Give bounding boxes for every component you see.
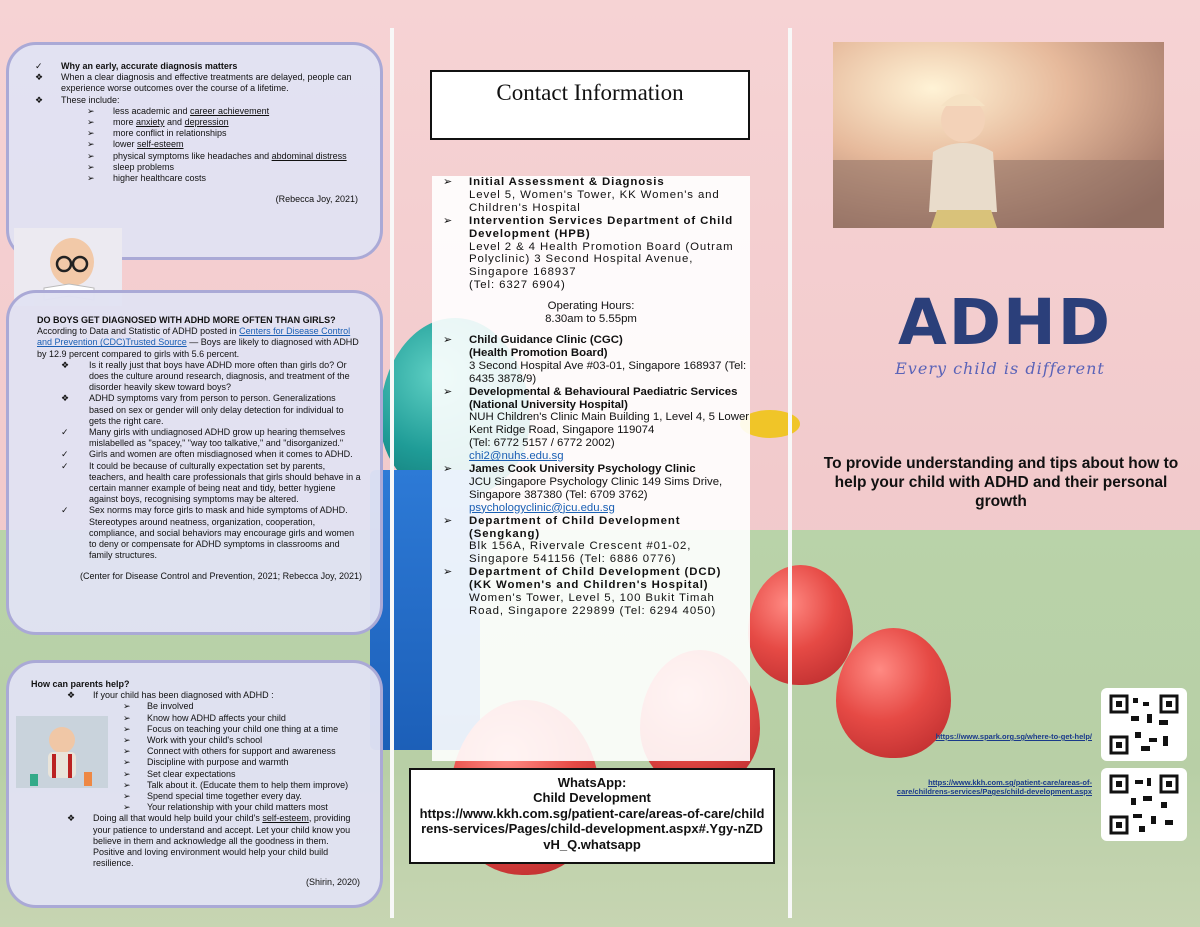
operating-hours: Operating Hours: 8.30am to 5.55pm (545, 300, 637, 326)
contact-entry: ➢ Intervention Services Department of Child Development (HPB) Level 2 & 4 Health Promotion Board (Outram Polyclinic) 3 Second Hospital Avenue, Singapore 168937 (Tel: 6327 6904) (443, 214, 734, 292)
arrow-bullet-icon: ➢ (123, 791, 131, 802)
arrow-bullet-icon: ➢ (443, 176, 453, 188)
check-icon: ✓ (61, 427, 69, 438)
panel3-citation: (Shirin, 2020) (305, 877, 360, 888)
cdc-trusted-source-link[interactable]: Centers for Disease Control and Prevention (CDC)Trusted Source (37, 326, 351, 348)
panel3-lead: ❖ If your child has been diagnosed with ADHD : (67, 690, 274, 701)
whatsapp-url[interactable]: https://www.kkh.com.sg/patient-care/areas-of-care/childrens-services/Pages/child-development.aspx#.Ygy-nZDvH_Q.whatsapp (419, 805, 765, 852)
list-item: ➢ Spend special time together every day. (123, 791, 302, 802)
arrow-bullet-icon: ➢ (443, 214, 453, 227)
panel3-closing: ❖ Doing all that would help build your child's self-esteem, providing your patience to understand and accept. Let your child know you believe in them and acknowledge all the goodness in them. Positive and loving environment would help your child build resilience. (67, 813, 351, 869)
list-item: ➢ Work with your child's school (123, 735, 263, 746)
list-item: ➢ more conflict in relationships (87, 128, 227, 139)
qr-code-icon (1101, 688, 1187, 761)
list-item: ➢ sleep problems (87, 161, 175, 172)
list-item: ➢ Talk about it. (Educate them to help them improve) (123, 779, 349, 790)
contact-entry: ➢ Developmental & Behavioural Paediatric Services (National University Hospital) NUH Children's Clinic Main Building 1, Level 4, 5 Lower Kent Ridge Road, Singapore 119074 (Tel: 6772 5157 / 6772 2002) chi2@nuhs.edu.sg (443, 385, 750, 463)
contact-entry: ➢ James Cook University Psychology Clinic JCU Singapore Psychology Clinic 149 Sims Drive, Singapore 387380 (Tel: 6709 3762) psychologyclinic@jcu.edu.sg (432, 463, 750, 515)
list-item: ❖ ADHD symptoms vary from person to person. Generalizations based on sex or gender will only delay detection for individual to gets the right care. (61, 393, 344, 426)
arrow-bullet-icon: ➢ (87, 173, 95, 184)
toddler-photo (833, 42, 1164, 228)
cover-subtitle: Every child is different (895, 359, 1105, 378)
anxiety-link[interactable]: anxiety (136, 117, 165, 128)
qr-code[interactable] (1101, 768, 1187, 841)
whatsapp-subtitle: Child Development (533, 790, 651, 806)
jcu-email-link[interactable]: psychologyclinic@jcu.edu.sg (469, 501, 615, 514)
list-item: ➢ Connect with others for support and awareness (123, 746, 336, 757)
arrow-bullet-icon: ➢ (87, 128, 95, 139)
list-item: ➢ Know how ADHD affects your child (123, 712, 286, 723)
arrow-bullet-icon: ➢ (123, 768, 131, 779)
abdominal-distress-link[interactable]: abdominal distress (271, 150, 347, 161)
arrow-bullet-icon: ➢ (87, 117, 95, 128)
child-playing-photo (16, 716, 108, 788)
diamond-bullet-icon: ❖ (35, 72, 44, 83)
list-item: ➢ less academic and career achievement (87, 105, 270, 116)
arrow-bullet-icon: ➢ (123, 735, 131, 746)
contact-entry: ➢ Department of Child Development (DCD) (KK Women's and Children's Hospital) Women's Tower, Level 5, 100 Bukit Timah Road, Singapore 229899 (Tel: 6294 4050) (443, 566, 722, 617)
arrow-bullet-icon: ➢ (123, 757, 131, 768)
list-item: ❖ Is it really just that boys have ADHD more often than girls do? Or does the culture around research, diagnosis, and treatment of the disorder heavily skew toward boys? (61, 359, 350, 393)
list-item: ➢ Discipline with purpose and warmth (123, 757, 289, 768)
self-esteem-link[interactable]: self-esteem (262, 813, 309, 824)
whatsapp-box (409, 768, 775, 864)
list-item: ✓ Girls and women are often misdiagnosed when it comes to ADHD. (61, 449, 353, 460)
contact-list (432, 176, 750, 761)
arrow-bullet-icon: ➢ (443, 566, 453, 579)
diamond-bullet-icon: ❖ (61, 359, 70, 370)
contact-title: Contact Information (496, 80, 684, 105)
panel1-citation: (Rebecca Joy, 2021) (275, 194, 358, 205)
check-icon: ✓ (61, 505, 69, 516)
arrow-bullet-icon: ➢ (443, 463, 453, 476)
panel1-heading: ✓ Why an early, accurate diagnosis matters (35, 61, 238, 71)
arrow-bullet-icon: ➢ (123, 701, 131, 712)
arrow-bullet-icon: ➢ (87, 150, 95, 161)
arrow-bullet-icon: ➢ (443, 385, 453, 398)
nuh-email-link[interactable]: chi2@nuhs.edu.sg (469, 450, 564, 463)
list-item: ✓ Sex norms may force girls to mask and hide symptoms of ADHD. Stereotypes around neatness, organization, cooperation, compliance, and social behaviors may encourage girls and women to deny or compensate for ADHD symptoms in classrooms and family structures. (61, 505, 355, 561)
qr-code[interactable] (1101, 688, 1187, 761)
contact-entry: ➢ Department of Child Development (Sengkang) Blk 156A, Rivervale Crescent #01-02, Singapore 541156 (Tel: 6886 0776) (443, 514, 692, 566)
whatsapp-label: WhatsApp: (557, 775, 627, 790)
list-item: ✓ It could be because of culturally expectation set by parents, teachers, and health care professionals that girls should behave in a certain manner example of being neat and tidy, better hygiene against boys, recognising symptoms may be altered. (61, 460, 361, 505)
arrow-bullet-icon: ➢ (87, 161, 95, 172)
list-item: ➢ higher healthcare costs (87, 173, 207, 184)
fold-line (390, 28, 394, 918)
contact-entry: ➢ Initial Assessment & Diagnosis Level 5, Women's Tower, KK Women's and Children's Hospital (443, 176, 720, 214)
panel1-intro: ❖ When a clear diagnosis and effective treatments are delayed, people can experience worse outcomes over the course of a lifetime. (35, 72, 352, 94)
panel2-citation: (Center for Disease Control and Prevention, 2021; Rebecca Joy, 2021) (80, 571, 362, 582)
depression-link[interactable]: depression (184, 117, 229, 128)
list-item: ➢ lower self-esteem (87, 139, 184, 150)
list-item: ➢ Focus on teaching your child one thing at a time (123, 723, 339, 734)
qr-code-icon (1101, 768, 1187, 841)
boys-vs-girls-panel (6, 290, 383, 635)
diamond-bullet-icon: ❖ (67, 813, 76, 824)
spark-help-link[interactable]: https://www.spark.org.sg/where-to-get-help/ (935, 732, 1092, 741)
arrow-bullet-icon: ➢ (87, 105, 95, 116)
diamond-bullet-icon: ❖ (67, 690, 76, 701)
list-item: ➢ Set clear expectations (123, 768, 236, 779)
contact-entry: ➢ Child Guidance Clinic (CGC) (Health Promotion Board) 3 Second Hospital Ave #03-01, Singapore 168937 (Tel: 6435 3878/9) (443, 333, 747, 385)
check-icon: ✓ (61, 449, 69, 460)
diamond-bullet-icon: ❖ (35, 94, 44, 105)
list-item: ✓ Many girls with undiagnosed ADHD grow up hearing themselves mislabelled as "spacey," "way too talkative," and "disorganized." (61, 427, 346, 449)
list-item: ➢ more anxiety and depression (87, 117, 229, 128)
career-achievement-link[interactable]: career achievement (190, 105, 270, 116)
panel1-these-include: ❖ These include: (35, 94, 120, 105)
self-esteem-link[interactable]: self-esteem (137, 139, 184, 150)
list-item: ➢ physical symptoms like headaches and abdominal distress (87, 150, 347, 161)
kkh-child-development-link[interactable]: https://www.kkh.com.sg/patient-care/areas-of-care/childrens-services/Pages/child-development.aspx (896, 778, 1092, 796)
panel3-heading: How can parents help? (31, 679, 130, 689)
check-icon: ✓ (35, 61, 43, 71)
diamond-bullet-icon: ❖ (61, 393, 70, 404)
list-item: ➢ Be involved (123, 701, 194, 712)
panel2-intro: According to Data and Statistic of ADHD posted in Centers for Disease Control and Prevention (CDC)Trusted Source — Boys are likely to diagnosed with ADHD by 12.9 percent compared to girls with 5.6 percent. (37, 326, 359, 359)
panel2-heading: DO BOYS GET DIAGNOSED WITH ADHD MORE OFTEN THAN GIRLS? (37, 315, 336, 325)
contact-title-box (430, 70, 750, 140)
arrow-bullet-icon: ➢ (123, 802, 131, 813)
cover-tagline: To provide understanding and tips about how to help your child with ADHD and their personal growth (823, 455, 1179, 510)
arrow-bullet-icon: ➢ (123, 723, 131, 734)
fold-line (788, 28, 792, 918)
arrow-bullet-icon: ➢ (123, 746, 131, 757)
arrow-bullet-icon: ➢ (123, 779, 131, 790)
cover-title: ADHD (897, 286, 1113, 359)
list-item: ➢ Your relationship with your child matters most (123, 802, 328, 813)
arrow-bullet-icon: ➢ (443, 333, 453, 346)
arrow-bullet-icon: ➢ (443, 514, 453, 527)
check-icon: ✓ (61, 460, 69, 471)
arrow-bullet-icon: ➢ (123, 712, 131, 723)
arrow-bullet-icon: ➢ (87, 139, 95, 150)
